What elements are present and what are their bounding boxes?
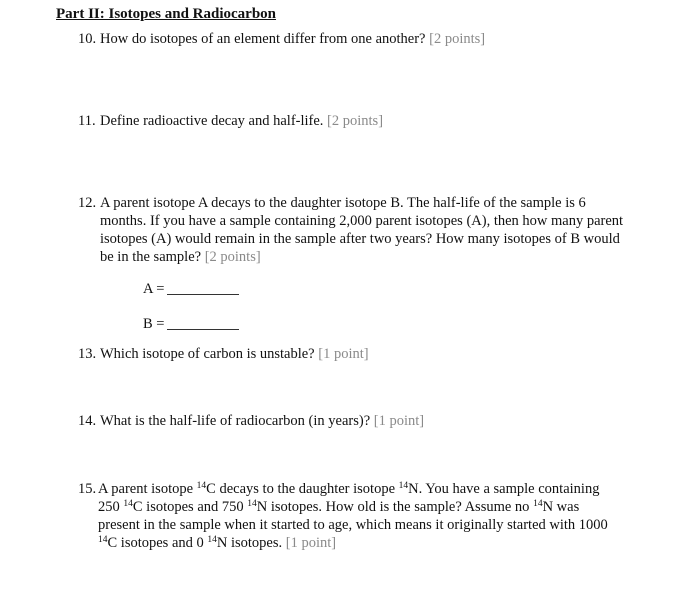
points-label: [1 point] xyxy=(373,413,425,429)
text-fragment: N was present in the sample when it started to age, which means it originally started with 1000 xyxy=(98,499,608,533)
superscript: 14 xyxy=(533,499,543,510)
superscript: 14 xyxy=(98,535,108,546)
question-14 xyxy=(78,412,623,430)
text-fragment: N isotopes. How old is the sample? Assume no xyxy=(256,499,530,515)
question-text xyxy=(100,112,623,130)
text-fragment: C isotopes and 750 xyxy=(132,499,244,515)
question-number: 13. xyxy=(78,346,97,362)
question-body: What is the half-life of radiocarbon (in years)? xyxy=(100,413,371,429)
question-13 xyxy=(78,345,623,363)
question-text xyxy=(98,480,618,552)
points-label: [2 points] xyxy=(204,249,261,265)
question-15 xyxy=(78,480,618,552)
question-body: How do isotopes of an element differ from one another? xyxy=(100,31,426,47)
text-fragment: N. You have a sample containing 250 xyxy=(98,481,600,515)
text-fragment: N isotopes. xyxy=(216,535,283,551)
blank-underline xyxy=(167,329,239,330)
points-label: [1 point] xyxy=(318,346,369,362)
superscript: 14 xyxy=(398,481,409,492)
blank-label: B = xyxy=(143,316,165,332)
question-number: 11. xyxy=(78,113,96,129)
question-text xyxy=(100,194,628,266)
question-text xyxy=(100,30,623,48)
superscript: 14 xyxy=(247,499,257,510)
question-11 xyxy=(78,112,623,130)
question-body: A parent isotope A decays to the daughter isotope B. The half-life of the sample is 6 months. If you have a sample containing 2,000 parent isotopes (A), then how many parent isotopes (A) would remain in the sample after two years? How many isotopes of B would be in the sample? xyxy=(100,195,624,265)
question-text xyxy=(100,412,623,430)
question-body: Define radioactive decay and half-life. xyxy=(100,113,324,129)
question-body: Which isotope of carbon is unstable? xyxy=(100,346,315,362)
question-12 xyxy=(78,194,628,266)
question-10 xyxy=(78,30,623,48)
superscript: 14 xyxy=(207,535,217,546)
blank-label: A = xyxy=(143,281,165,297)
points-label: [2 points] xyxy=(327,113,384,129)
superscript: 14 xyxy=(123,499,133,510)
question-number: 15. xyxy=(78,481,97,497)
question-number: 12. xyxy=(78,195,97,211)
question-number: 10. xyxy=(78,31,97,47)
blank-underline xyxy=(167,294,239,295)
points-label: [2 points] xyxy=(429,31,486,47)
section-heading: Part II: Isotopes and Radiocarbon xyxy=(56,6,277,22)
text-fragment: C isotopes and 0 xyxy=(107,535,204,551)
superscript: 14 xyxy=(196,481,207,492)
question-text xyxy=(100,345,623,363)
points-label: [1 point] xyxy=(285,535,337,551)
text-fragment: A parent isotope xyxy=(98,481,194,497)
answer-blank-b[interactable] xyxy=(143,315,239,333)
question-number: 14. xyxy=(78,413,97,429)
answer-blank-a[interactable] xyxy=(143,280,239,298)
text-fragment: C decays to the daughter isotope xyxy=(206,481,396,497)
